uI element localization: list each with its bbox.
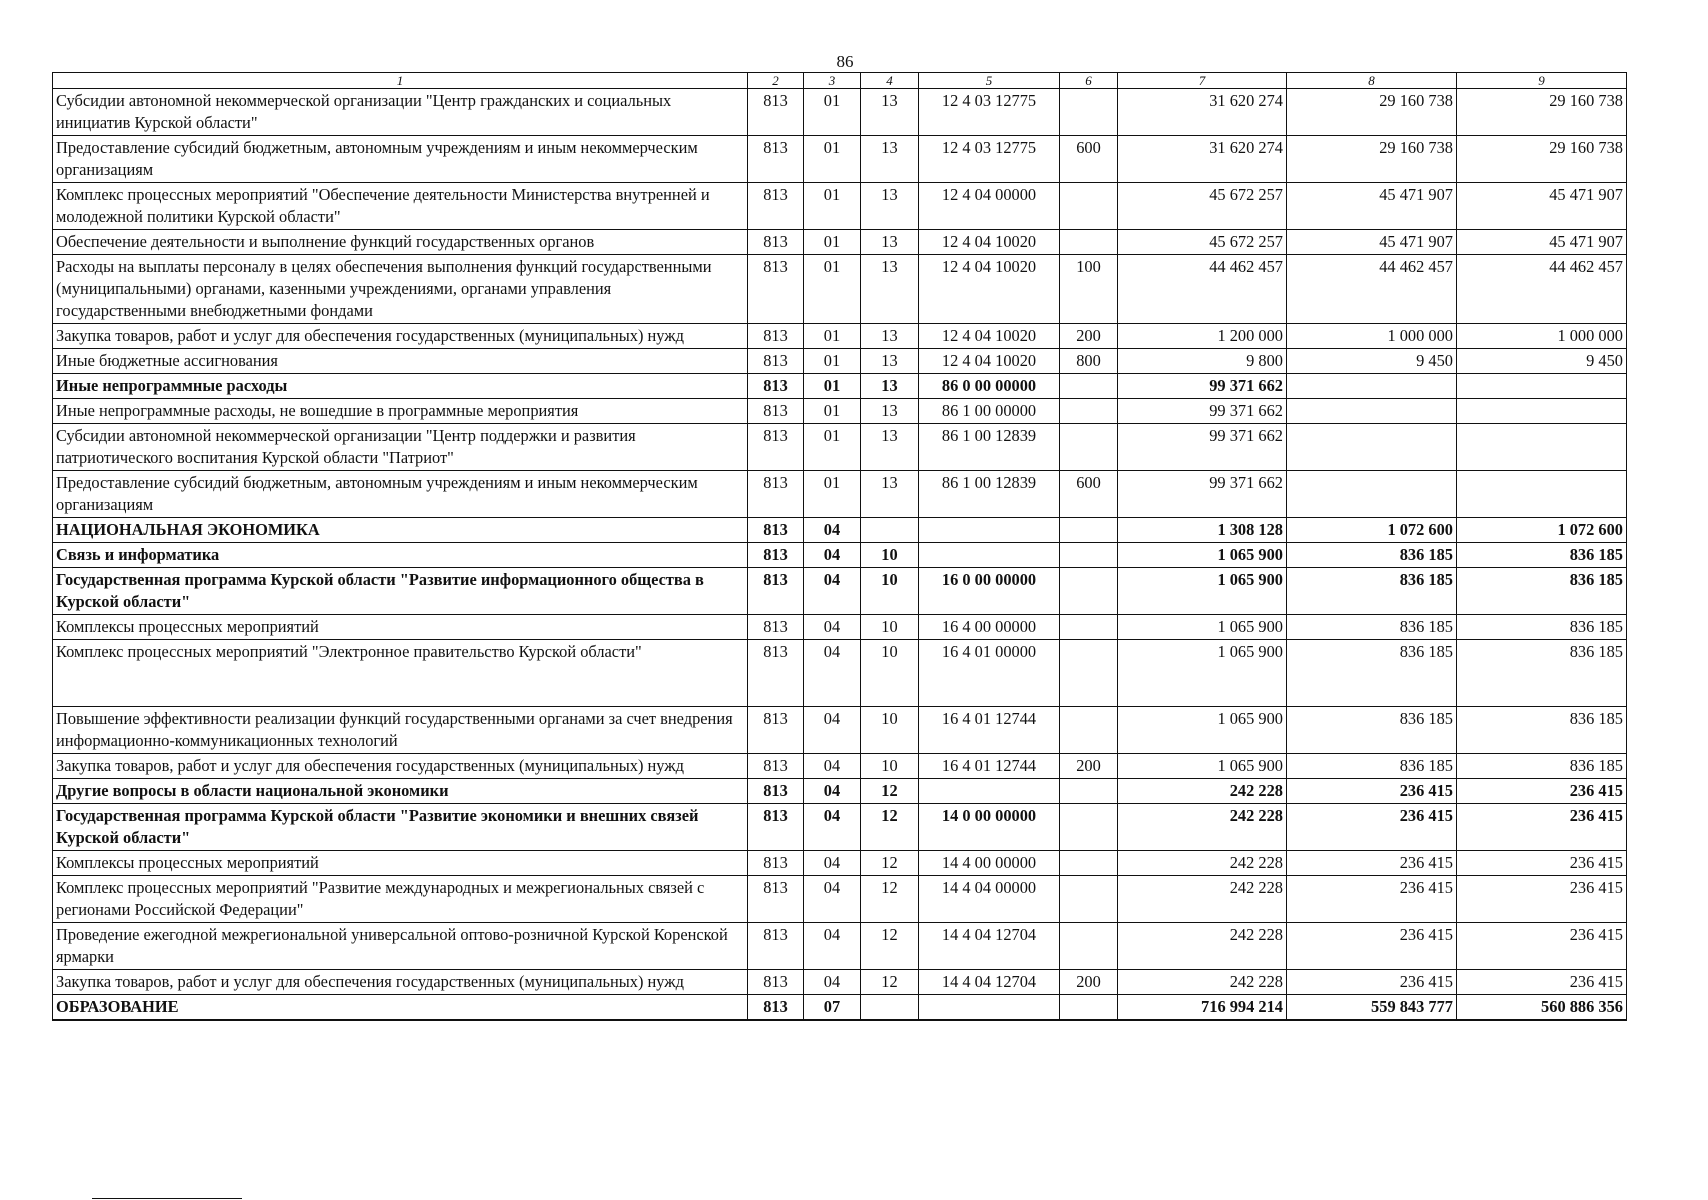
section-code: 01	[804, 374, 861, 399]
ministry-code: 813	[748, 255, 804, 324]
amount-year-1: 242 228	[1118, 851, 1287, 876]
subsection-code: 13	[861, 399, 919, 424]
ministry-code: 813	[748, 230, 804, 255]
amount-year-2: 236 415	[1287, 851, 1457, 876]
amount-year-3: 836 185	[1457, 568, 1627, 615]
section-code: 07	[804, 995, 861, 1021]
section-code: 01	[804, 324, 861, 349]
amount-year-1: 45 672 257	[1118, 230, 1287, 255]
subsection-code: 12	[861, 779, 919, 804]
section-code: 01	[804, 136, 861, 183]
subsection-code	[861, 518, 919, 543]
subsection-code: 10	[861, 615, 919, 640]
ministry-code: 813	[748, 349, 804, 374]
target-article-code: 16 4 01 12744	[919, 754, 1060, 779]
column-header: 2	[748, 73, 804, 89]
amount-year-2: 1 000 000	[1287, 324, 1457, 349]
amount-year-3: 44 462 457	[1457, 255, 1627, 324]
budget-item-name: Комплекс процессных мероприятий "Обеспечение деятельности Министерства внутренней и молодежной политики Курской области"	[53, 183, 748, 230]
table-row	[53, 995, 1627, 1021]
amount-year-2: 836 185	[1287, 640, 1457, 707]
amount-year-2: 836 185	[1287, 754, 1457, 779]
amount-year-2: 45 471 907	[1287, 230, 1457, 255]
amount-year-3: 9 450	[1457, 349, 1627, 374]
amount-year-2: 836 185	[1287, 615, 1457, 640]
budget-item-name: Иные бюджетные ассигнования	[53, 349, 748, 374]
table-row	[53, 183, 1627, 230]
amount-year-3: 836 185	[1457, 543, 1627, 568]
amount-year-1: 242 228	[1118, 779, 1287, 804]
expense-type-code	[1060, 923, 1118, 970]
target-article-code: 14 4 04 12704	[919, 970, 1060, 995]
table-row	[53, 518, 1627, 543]
budget-item-name: Расходы на выплаты персоналу в целях обеспечения выполнения функций государственными (муниципальными) органами, казенными учреждениями, органами управления государственными внебюджетными фондами	[53, 255, 748, 324]
amount-year-1: 45 672 257	[1118, 183, 1287, 230]
ministry-code: 813	[748, 851, 804, 876]
table-row	[53, 804, 1627, 851]
expense-type-code	[1060, 518, 1118, 543]
section-code: 04	[804, 804, 861, 851]
subsection-code: 12	[861, 923, 919, 970]
amount-year-3: 836 185	[1457, 707, 1627, 754]
budget-item-name: Другие вопросы в области национальной экономики	[53, 779, 748, 804]
budget-item-name: ОБРАЗОВАНИЕ	[53, 995, 748, 1021]
ministry-code: 813	[748, 324, 804, 349]
section-code: 01	[804, 424, 861, 471]
subsection-code: 10	[861, 568, 919, 615]
expense-type-code	[1060, 568, 1118, 615]
table-row	[53, 471, 1627, 518]
table-row	[53, 923, 1627, 970]
subsection-code: 13	[861, 324, 919, 349]
amount-year-2	[1287, 399, 1457, 424]
expense-type-code	[1060, 424, 1118, 471]
budget-item-name: Повышение эффективности реализации функций государственными органами за счет внедрения информационно-коммуникационных технологий	[53, 707, 748, 754]
amount-year-2: 236 415	[1287, 876, 1457, 923]
amount-year-1: 99 371 662	[1118, 424, 1287, 471]
amount-year-3: 1 072 600	[1457, 518, 1627, 543]
section-code: 01	[804, 89, 861, 136]
expense-type-code: 600	[1060, 136, 1118, 183]
table-row	[53, 89, 1627, 136]
amount-year-3: 236 415	[1457, 804, 1627, 851]
subsection-code: 12	[861, 851, 919, 876]
target-article-code: 14 4 04 00000	[919, 876, 1060, 923]
ministry-code: 813	[748, 615, 804, 640]
target-article-code: 12 4 03 12775	[919, 136, 1060, 183]
ministry-code: 813	[748, 183, 804, 230]
amount-year-3: 45 471 907	[1457, 230, 1627, 255]
section-code: 04	[804, 779, 861, 804]
budget-item-name: Комплекс процессных мероприятий "Развитие международных и межрегиональных связей с регионами Российской Федерации"	[53, 876, 748, 923]
amount-year-3: 29 160 738	[1457, 89, 1627, 136]
target-article-code: 86 1 00 12839	[919, 424, 1060, 471]
section-code: 04	[804, 851, 861, 876]
section-code: 04	[804, 543, 861, 568]
amount-year-1: 1 065 900	[1118, 568, 1287, 615]
table-row	[53, 876, 1627, 923]
expense-type-code	[1060, 183, 1118, 230]
subsection-code: 10	[861, 754, 919, 779]
table-row	[53, 640, 1627, 707]
expense-type-code	[1060, 779, 1118, 804]
expense-type-code: 200	[1060, 324, 1118, 349]
target-article-code	[919, 543, 1060, 568]
budget-item-name: НАЦИОНАЛЬНАЯ ЭКОНОМИКА	[53, 518, 748, 543]
table-row	[53, 970, 1627, 995]
amount-year-2: 836 185	[1287, 568, 1457, 615]
amount-year-2: 236 415	[1287, 970, 1457, 995]
column-header: 3	[804, 73, 861, 89]
amount-year-3	[1457, 399, 1627, 424]
amount-year-2: 236 415	[1287, 923, 1457, 970]
ministry-code: 813	[748, 779, 804, 804]
amount-year-2: 836 185	[1287, 543, 1457, 568]
subsection-code: 13	[861, 374, 919, 399]
table-row	[53, 230, 1627, 255]
table-row	[53, 255, 1627, 324]
expense-type-code	[1060, 374, 1118, 399]
amount-year-1: 242 228	[1118, 923, 1287, 970]
amount-year-1: 9 800	[1118, 349, 1287, 374]
expense-type-code	[1060, 804, 1118, 851]
budget-item-name: Субсидии автономной некоммерческой организации "Центр поддержки и развития патриотического воспитания Курской области "Патриот"	[53, 424, 748, 471]
expense-type-code	[1060, 89, 1118, 136]
ministry-code: 813	[748, 543, 804, 568]
amount-year-2: 836 185	[1287, 707, 1457, 754]
section-code: 04	[804, 707, 861, 754]
amount-year-1: 1 065 900	[1118, 707, 1287, 754]
expense-type-code: 800	[1060, 349, 1118, 374]
budget-item-name: Закупка товаров, работ и услуг для обеспечения государственных (муниципальных) нужд	[53, 324, 748, 349]
ministry-code: 813	[748, 970, 804, 995]
amount-year-3: 236 415	[1457, 851, 1627, 876]
section-code: 04	[804, 518, 861, 543]
subsection-code: 12	[861, 970, 919, 995]
target-article-code: 12 4 04 00000	[919, 183, 1060, 230]
section-code: 04	[804, 615, 861, 640]
amount-year-1: 1 065 900	[1118, 640, 1287, 707]
ministry-code: 813	[748, 374, 804, 399]
budget-item-name: Проведение ежегодной межрегиональной универсальной оптово-розничной Курской Коренской ярмарки	[53, 923, 748, 970]
subsection-code: 13	[861, 255, 919, 324]
column-header: 8	[1287, 73, 1457, 89]
expense-type-code: 200	[1060, 970, 1118, 995]
amount-year-3: 45 471 907	[1457, 183, 1627, 230]
subsection-code: 12	[861, 804, 919, 851]
table-row	[53, 568, 1627, 615]
budget-item-name: Предоставление субсидий бюджетным, автономным учреждениям и иным некоммерческим организациям	[53, 136, 748, 183]
target-article-code	[919, 518, 1060, 543]
column-header: 5	[919, 73, 1060, 89]
amount-year-3: 236 415	[1457, 970, 1627, 995]
subsection-code: 10	[861, 707, 919, 754]
amount-year-1: 1 200 000	[1118, 324, 1287, 349]
budget-item-name: Комплексы процессных мероприятий	[53, 615, 748, 640]
amount-year-1: 242 228	[1118, 970, 1287, 995]
ministry-code: 813	[748, 707, 804, 754]
ministry-code: 813	[748, 399, 804, 424]
section-code: 04	[804, 754, 861, 779]
target-article-code: 16 4 00 00000	[919, 615, 1060, 640]
amount-year-1: 1 065 900	[1118, 615, 1287, 640]
amount-year-3: 29 160 738	[1457, 136, 1627, 183]
section-code: 01	[804, 183, 861, 230]
expense-type-code	[1060, 399, 1118, 424]
ministry-code: 813	[748, 471, 804, 518]
budget-item-name: Обеспечение деятельности и выполнение функций государственных органов	[53, 230, 748, 255]
amount-year-2: 29 160 738	[1287, 136, 1457, 183]
table-row	[53, 136, 1627, 183]
target-article-code: 12 4 04 10020	[919, 255, 1060, 324]
budget-item-name: Связь и информатика	[53, 543, 748, 568]
section-code: 04	[804, 640, 861, 707]
table-row	[53, 851, 1627, 876]
ministry-code: 813	[748, 518, 804, 543]
target-article-code: 86 0 00 00000	[919, 374, 1060, 399]
amount-year-3: 836 185	[1457, 640, 1627, 707]
table-row	[53, 374, 1627, 399]
amount-year-2	[1287, 471, 1457, 518]
ministry-code: 813	[748, 804, 804, 851]
ministry-code: 813	[748, 136, 804, 183]
subsection-code: 10	[861, 543, 919, 568]
amount-year-3: 1 000 000	[1457, 324, 1627, 349]
subsection-code: 12	[861, 876, 919, 923]
amount-year-3	[1457, 471, 1627, 518]
section-code: 04	[804, 568, 861, 615]
expense-type-code: 100	[1060, 255, 1118, 324]
expense-type-code	[1060, 615, 1118, 640]
ministry-code: 813	[748, 568, 804, 615]
budget-table	[52, 72, 1627, 1021]
amount-year-3: 560 886 356	[1457, 995, 1627, 1021]
budget-item-name: Закупка товаров, работ и услуг для обеспечения государственных (муниципальных) нужд	[53, 970, 748, 995]
expense-type-code	[1060, 851, 1118, 876]
amount-year-2: 29 160 738	[1287, 89, 1457, 136]
budget-item-name: Комплекс процессных мероприятий "Электронное правительство Курской области"	[53, 640, 748, 707]
amount-year-2	[1287, 374, 1457, 399]
column-header: 1	[53, 73, 748, 89]
target-article-code: 14 4 04 12704	[919, 923, 1060, 970]
target-article-code: 12 4 03 12775	[919, 89, 1060, 136]
target-article-code: 12 4 04 10020	[919, 324, 1060, 349]
target-article-code: 14 4 00 00000	[919, 851, 1060, 876]
subsection-code: 13	[861, 136, 919, 183]
amount-year-1: 99 371 662	[1118, 399, 1287, 424]
amount-year-1: 1 065 900	[1118, 754, 1287, 779]
amount-year-3: 836 185	[1457, 615, 1627, 640]
target-article-code: 86 1 00 00000	[919, 399, 1060, 424]
subsection-code: 13	[861, 471, 919, 518]
target-article-code	[919, 779, 1060, 804]
table-row	[53, 754, 1627, 779]
ministry-code: 813	[748, 424, 804, 471]
section-code: 01	[804, 230, 861, 255]
budget-item-name: Комплексы процессных мероприятий	[53, 851, 748, 876]
table-row	[53, 399, 1627, 424]
target-article-code: 86 1 00 12839	[919, 471, 1060, 518]
amount-year-3: 236 415	[1457, 923, 1627, 970]
amount-year-1: 716 994 214	[1118, 995, 1287, 1021]
subsection-code: 13	[861, 424, 919, 471]
target-article-code: 16 4 01 00000	[919, 640, 1060, 707]
table-row	[53, 779, 1627, 804]
section-code: 01	[804, 471, 861, 518]
budget-item-name: Иные непрограммные расходы	[53, 374, 748, 399]
section-code: 04	[804, 923, 861, 970]
target-article-code: 16 0 00 00000	[919, 568, 1060, 615]
budget-item-name: Субсидии автономной некоммерческой организации "Центр гражданских и социальных инициатив Курской области"	[53, 89, 748, 136]
column-header: 7	[1118, 73, 1287, 89]
amount-year-3: 236 415	[1457, 779, 1627, 804]
expense-type-code	[1060, 640, 1118, 707]
ministry-code: 813	[748, 640, 804, 707]
amount-year-2: 1 072 600	[1287, 518, 1457, 543]
amount-year-1: 31 620 274	[1118, 136, 1287, 183]
amount-year-1: 242 228	[1118, 876, 1287, 923]
column-number-header	[53, 73, 1627, 89]
expense-type-code: 600	[1060, 471, 1118, 518]
amount-year-2: 44 462 457	[1287, 255, 1457, 324]
page-number: 86	[836, 52, 854, 71]
section-code: 04	[804, 876, 861, 923]
ministry-code: 813	[748, 754, 804, 779]
table-row	[53, 424, 1627, 471]
table-row	[53, 324, 1627, 349]
amount-year-3: 236 415	[1457, 876, 1627, 923]
column-header: 9	[1457, 73, 1627, 89]
target-article-code: 12 4 04 10020	[919, 230, 1060, 255]
section-code: 01	[804, 349, 861, 374]
table-row	[53, 707, 1627, 754]
amount-year-1: 99 371 662	[1118, 471, 1287, 518]
amount-year-1: 99 371 662	[1118, 374, 1287, 399]
amount-year-2: 236 415	[1287, 779, 1457, 804]
target-article-code: 12 4 04 10020	[919, 349, 1060, 374]
expense-type-code	[1060, 995, 1118, 1021]
section-code: 04	[804, 970, 861, 995]
expense-type-code	[1060, 707, 1118, 754]
budget-item-name: Государственная программа Курской области "Развитие информационного общества в Курской области"	[53, 568, 748, 615]
expense-type-code: 200	[1060, 754, 1118, 779]
table-row	[53, 543, 1627, 568]
amount-year-1: 1 065 900	[1118, 543, 1287, 568]
amount-year-3	[1457, 424, 1627, 471]
amount-year-1: 1 308 128	[1118, 518, 1287, 543]
amount-year-2: 559 843 777	[1287, 995, 1457, 1021]
target-article-code: 14 0 00 00000	[919, 804, 1060, 851]
subsection-code: 13	[861, 89, 919, 136]
subsection-code: 13	[861, 349, 919, 374]
subsection-code: 13	[861, 183, 919, 230]
budget-item-name: Государственная программа Курской области "Развитие экономики и внешних связей Курской области"	[53, 804, 748, 851]
column-header: 6	[1060, 73, 1118, 89]
target-article-code	[919, 995, 1060, 1021]
budget-item-name: Предоставление субсидий бюджетным, автономным учреждениям и иным некоммерческим организациям	[53, 471, 748, 518]
amount-year-1: 242 228	[1118, 804, 1287, 851]
budget-item-name: Закупка товаров, работ и услуг для обеспечения государственных (муниципальных) нужд	[53, 754, 748, 779]
ministry-code: 813	[748, 995, 804, 1021]
footnote-divider	[92, 1198, 242, 1199]
ministry-code: 813	[748, 876, 804, 923]
expense-type-code	[1060, 230, 1118, 255]
subsection-code	[861, 995, 919, 1021]
amount-year-3: 836 185	[1457, 754, 1627, 779]
ministry-code: 813	[748, 923, 804, 970]
section-code: 01	[804, 399, 861, 424]
expense-type-code	[1060, 876, 1118, 923]
table-row	[53, 615, 1627, 640]
subsection-code: 10	[861, 640, 919, 707]
expense-type-code	[1060, 543, 1118, 568]
section-code: 01	[804, 255, 861, 324]
budget-item-name: Иные непрограммные расходы, не вошедшие в программные мероприятия	[53, 399, 748, 424]
amount-year-2: 9 450	[1287, 349, 1457, 374]
amount-year-3	[1457, 374, 1627, 399]
subsection-code: 13	[861, 230, 919, 255]
amount-year-1: 31 620 274	[1118, 89, 1287, 136]
column-header: 4	[861, 73, 919, 89]
amount-year-2: 236 415	[1287, 804, 1457, 851]
amount-year-2	[1287, 424, 1457, 471]
amount-year-1: 44 462 457	[1118, 255, 1287, 324]
table-row	[53, 349, 1627, 374]
target-article-code: 16 4 01 12744	[919, 707, 1060, 754]
ministry-code: 813	[748, 89, 804, 136]
amount-year-2: 45 471 907	[1287, 183, 1457, 230]
